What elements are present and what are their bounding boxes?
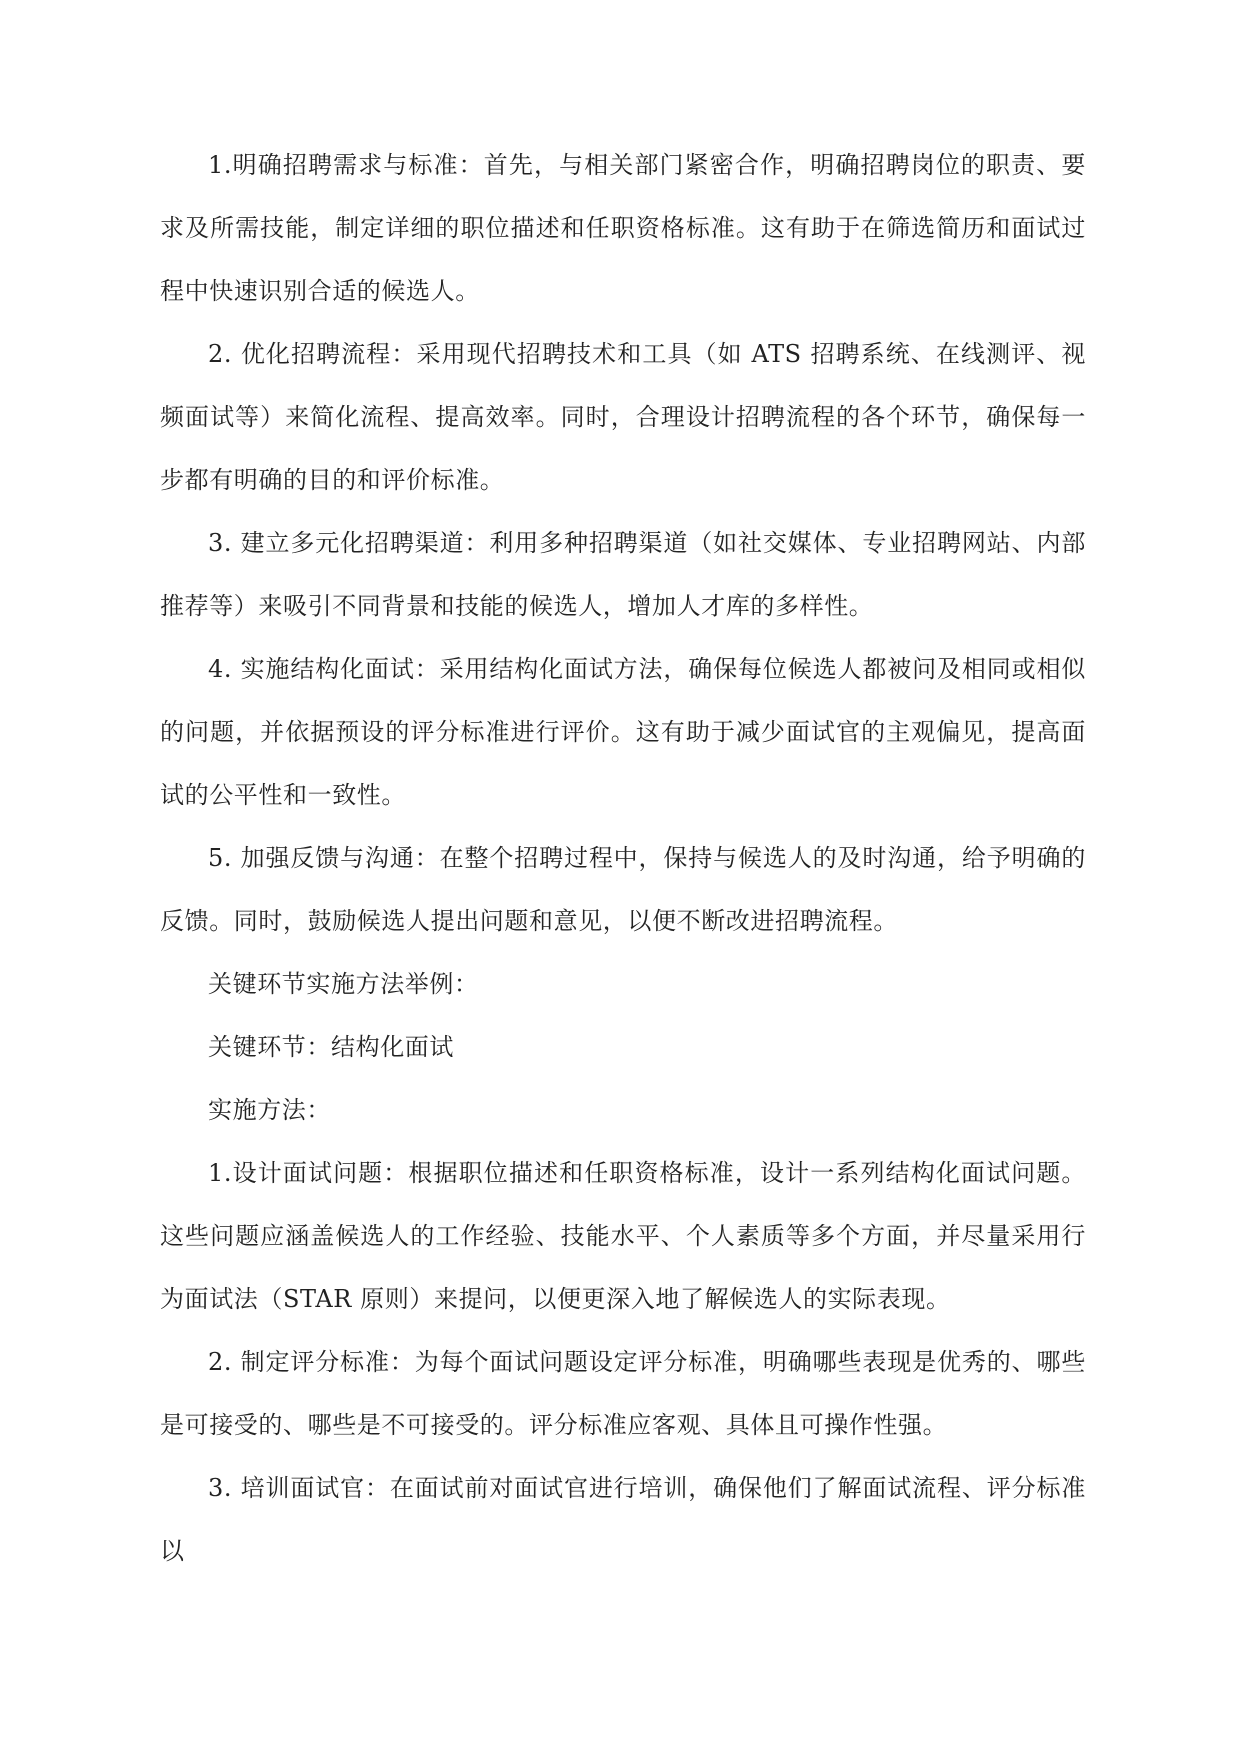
- paragraph-4: 4. 实施结构化面试：采用结构化面试方法，确保每位候选人都被问及相同或相似的问题，并依据预设的评分标准进行评价。这有助于减少面试官的主观偏见，提高面试的公平性和一致性。: [160, 655, 1086, 809]
- paragraph-8: 实施方法：: [208, 1096, 331, 1124]
- paragraph-1: 1.明确招聘需求与标准：首先，与相关部门紧密合作，明确招聘岗位的职责、要求及所需技能，制定详细的职位描述和任职资格标准。这有助于在筛选简历和面试过程中快速识别合适的候选人。: [160, 151, 1086, 305]
- paragraph-2: 2. 优化招聘流程：采用现代招聘技术和工具（如 ATS 招聘系统、在线测评、视频面试等）来简化流程、提高效率。同时，合理设计招聘流程的各个环节，确保每一步都有明确的目的和评价标准。: [160, 340, 1086, 494]
- paragraph-5: 5. 加强反馈与沟通：在整个招聘过程中，保持与候选人的及时沟通，给予明确的反馈。同时，鼓励候选人提出问题和意见，以便不断改进招聘流程。: [160, 844, 1086, 935]
- paragraph-11: 3. 培训面试官：在面试前对面试官进行培训，确保他们了解面试流程、评分标准以: [160, 1474, 1086, 1565]
- paragraph-9: 1.设计面试问题：根据职位描述和任职资格标准，设计一系列结构化面试问题。这些问题应涵盖候选人的工作经验、技能水平、个人素质等多个方面，并尽量采用行为面试法（STAR 原则）来提问，以便更深入地了解候选人的实际表现。: [160, 1159, 1086, 1313]
- paragraph-6: 关键环节实施方法举例：: [208, 970, 479, 998]
- paragraph-3: 3. 建立多元化招聘渠道：利用多种招聘渠道（如社交媒体、专业招聘网站、内部推荐等）来吸引不同背景和技能的候选人，增加人才库的多样性。: [160, 529, 1086, 620]
- paragraph-7: 关键环节：结构化面试: [208, 1033, 454, 1061]
- document-body: [160, 134, 1086, 1583]
- paragraph-10: 2. 制定评分标准：为每个面试问题设定评分标准，明确哪些表现是优秀的、哪些是可接受的、哪些是不可接受的。评分标准应客观、具体且可操作性强。: [160, 1348, 1086, 1439]
